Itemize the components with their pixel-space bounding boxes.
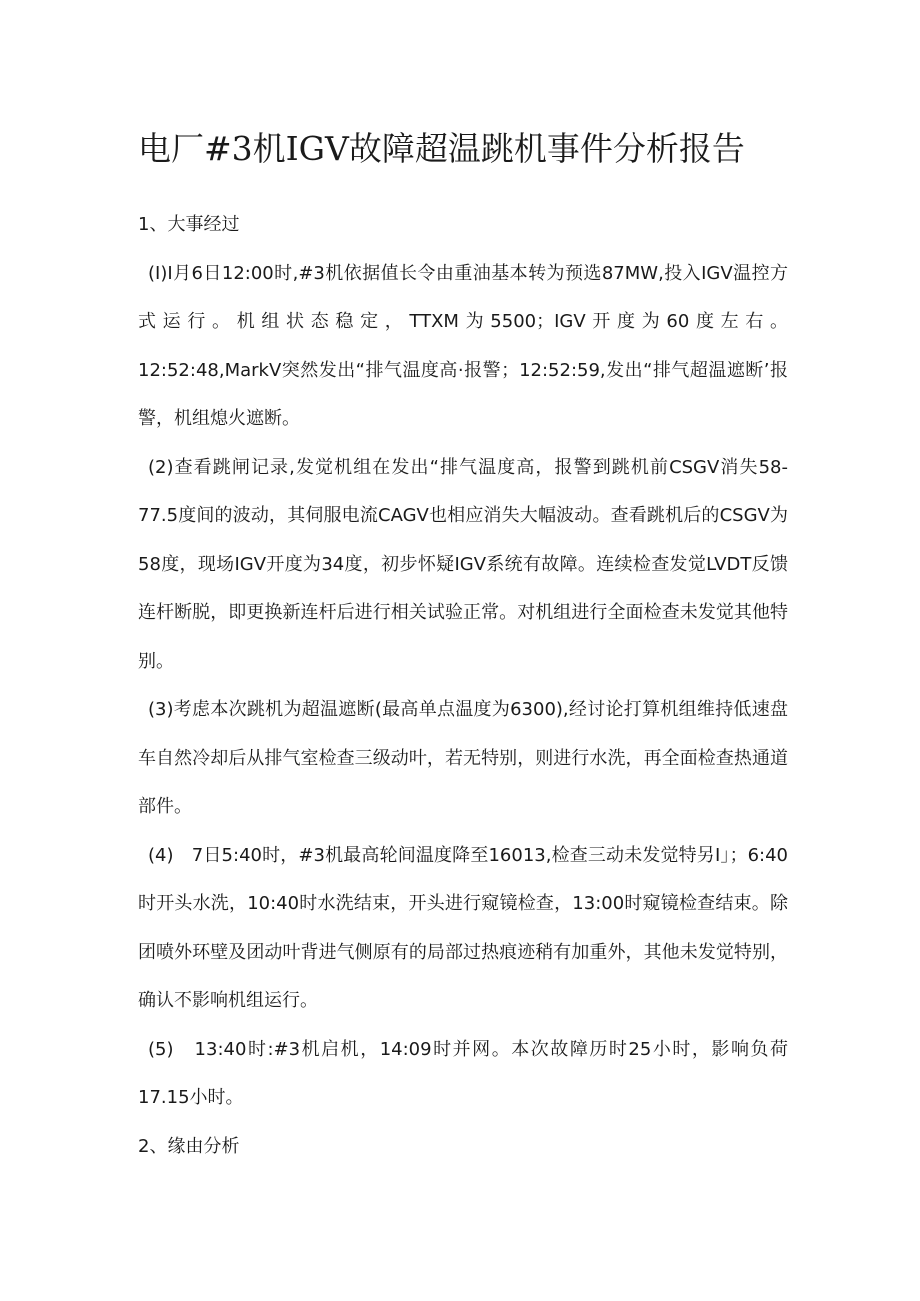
section-heading-2: 2、缘由分析 — [138, 1135, 240, 1157]
paragraph-4: (4) 7日5:40时，#3机最高轮间温度降至16013,检查三动未发觉特另I」；6:40时开头水洗，10:40时水洗结束，开头进行窥镜检查，13:00时窥镜检查结束。除团喷外环壁及团动叶背进气侧原有的局部过热痕迹稍有加重外，其他未发觉特别，确认不影响机组运行。 — [138, 844, 788, 1011]
document-title: 电厂#3机IGV故障超温跳机事件分析报告 — [138, 129, 745, 168]
paragraph-3: (3)考虑本次跳机为超温遮断(最高单点温度为6300),经讨论打算机组维持低速盘车自然冷却后从排气室检查三级动叶，若无特别，则进行水洗，再全面检查热通道部件。 — [138, 699, 788, 817]
paragraph-5: (5) 13:40时:#3机启机，14:09时并网。本次故障历时25小时，影响负荷17.15小时。 — [138, 1038, 788, 1108]
document-body — [138, 201, 788, 1171]
paragraph-2: (2)查看跳闸记录,发觉机组在发出“排气温度高，报警到跳机前CSGV消失58-77.5度间的波动，其伺服电流CAGV也相应消失大幅波动。查看跳机后的CSGV为58度，现场IGV开度为34度，初步怀疑IGV系统有故障。连续检查发觉LVDT反馈连杆断脱，即更换新连杆后进行相关试验正常。对机组进行全面检查未发觉其他特别。 — [138, 456, 788, 672]
section-heading-1: 1、大事经过 — [138, 214, 240, 235]
paragraph-1: (I)I月6日12:00时,#3机依据值长令由重油基本转为预选87MW,投入IGV温控方式运行。机组状态稳定，TTXM为5500；IGV开度为60度左右。12:52:48,MarkV突然发出“排气温度高·报警；12:52:59,发出“排气超温遮断’报警，机组熄火遮断。 — [138, 262, 788, 429]
